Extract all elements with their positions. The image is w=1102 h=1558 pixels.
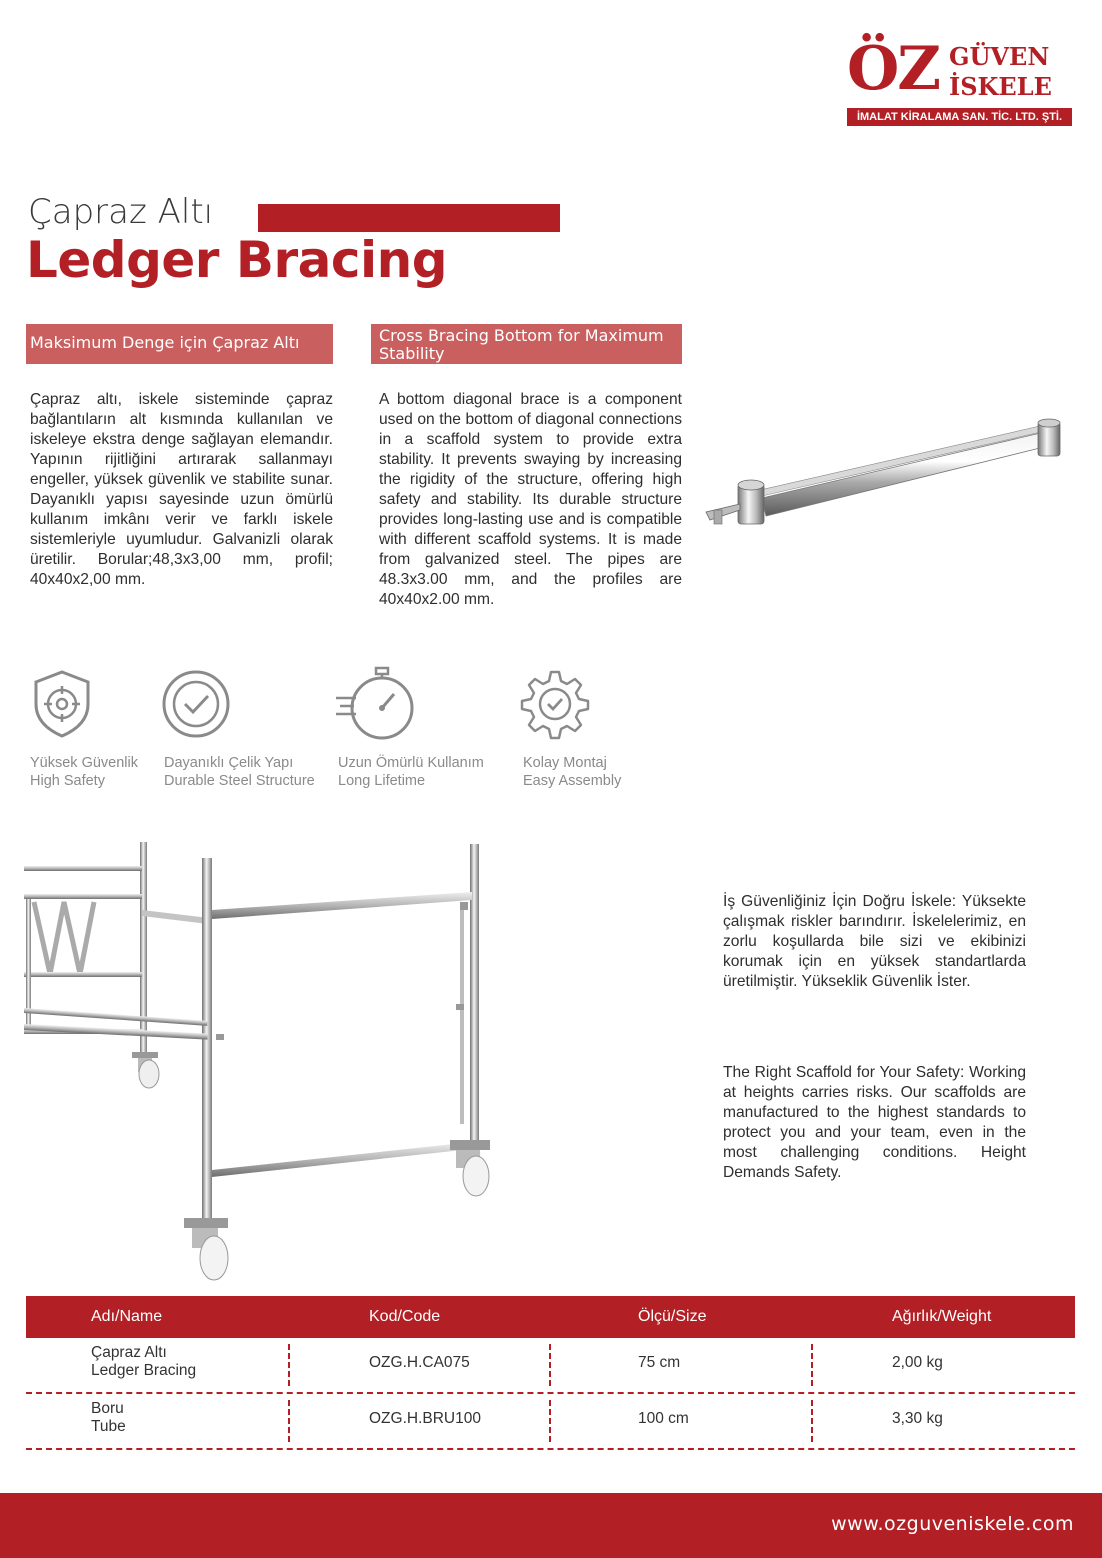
- row-name: [91, 1344, 196, 1380]
- gear-check-icon: [519, 668, 591, 740]
- feature-label-en: Durable Steel Structure: [164, 773, 315, 789]
- row-name-en: Tube: [91, 1418, 126, 1435]
- title-accent-bar: [258, 204, 560, 232]
- footer-bar: [0, 1493, 1102, 1558]
- table-header: [26, 1296, 1075, 1338]
- column-divider: [549, 1400, 551, 1442]
- logo-tagline: İMALAT KİRALAMA SAN. TİC. LTD. ŞTİ.: [847, 108, 1072, 126]
- feature-label-en: Long Lifetime: [338, 773, 426, 789]
- column-divider: [288, 1344, 290, 1386]
- feature-easy-assembly: [519, 668, 689, 789]
- row-code: OZG.H.CA075: [369, 1354, 470, 1371]
- feature-label-tr: Yüksek Güvenlik: [30, 755, 138, 771]
- feature-label-tr: Dayanıklı Çelik Yapı: [164, 755, 294, 771]
- website-link[interactable]: www.ozguveniskele.com: [831, 1513, 1074, 1535]
- table-row: [26, 1394, 1075, 1450]
- logo-oz: ÖZ: [847, 34, 940, 104]
- row-size: 75 cm: [638, 1354, 681, 1371]
- description-en: A bottom diagonal brace is a component used on the bottom of diagonal connections in a scaffold system to provide extra stability. It prevents swaying by increasing the rigidity of the structure, offering high safety and stability. Its durable structure provides long-lasting use and is compatible with different scaffold systems. It is made from galvanized steel. The pipes are 48.3x3.00 mm, and the profiles are 40x40x2.00 mm.: [379, 391, 682, 608]
- column-divider: [288, 1400, 290, 1442]
- row-name-en: Ledger Bracing: [91, 1362, 197, 1379]
- table-row: [26, 1338, 1075, 1394]
- feature-label-tr: Kolay Montaj: [523, 755, 607, 771]
- row-name: [91, 1400, 126, 1436]
- safety-text-tr: İş Güvenliğiniz İçin Doğru İskele: Yüksekte çalışmak riskler barındırır. İskelelerimiz, en zorlu koşullarda bile sizi ve ekibinizi korumak için en yüksek standartlarda üretilmiştir. Yükseklik Güvenlik İster.: [723, 893, 1026, 990]
- section-heading-tr: Maksimum Denge için Çapraz Altı: [26, 324, 333, 364]
- product-table: [26, 1296, 1075, 1450]
- brand-logo: [839, 34, 1074, 130]
- row-size: 100 cm: [638, 1410, 689, 1427]
- row-weight: 2,00 kg: [892, 1354, 943, 1371]
- feature-label-en: High Safety: [30, 773, 105, 789]
- logo-iskele: İSKELE: [949, 72, 1052, 101]
- logo-guven: GÜVEN: [949, 42, 1050, 71]
- table-header-name: Adı/Name: [91, 1308, 163, 1325]
- page-title-en: Ledger Bracing: [26, 231, 448, 289]
- check-circle-icon: [160, 668, 232, 740]
- feature-durable-steel: [160, 668, 330, 789]
- product-image: [700, 412, 1072, 552]
- feature-label-en: Easy Assembly: [523, 773, 622, 789]
- table-header-size: Ölçü/Size: [638, 1308, 707, 1325]
- column-divider: [811, 1344, 813, 1386]
- column-divider: [811, 1400, 813, 1442]
- page-title-tr: Çapraz Altı: [28, 192, 214, 232]
- row-name-tr: Çapraz Altı: [91, 1344, 167, 1361]
- table-header-weight: Ağırlık/Weight: [892, 1308, 992, 1325]
- column-divider: [549, 1344, 551, 1386]
- row-name-tr: Boru: [91, 1400, 124, 1417]
- feature-label-tr: Uzun Ömürlü Kullanım: [338, 755, 484, 771]
- scaffold-photo: [24, 824, 494, 1290]
- shield-icon: [26, 668, 98, 740]
- stopwatch-icon: [334, 666, 420, 742]
- table-header-code: Kod/Code: [369, 1308, 441, 1325]
- feature-long-lifetime: [334, 666, 504, 789]
- section-heading-en: Cross Bracing Bottom for Maximum Stability: [371, 324, 682, 364]
- description-tr: Çapraz altı, iskele sisteminde çapraz bağlantıların alt kısmında kullanılan ve iskeleye ekstra denge sağlayan elemandır. Yapının rijitliğini artırarak sallanmayı engeller, yüksek güvenlik ve stabilite sunar. Dayanıklı yapısı sayesinde uzun ömürlü kullanım imkânı verir ve farklı iskele sistemleriyle uyumludur. Galvanizli olarak üretilir. Borular;48,3x3,00 mm, profil; 40x40x2,00 mm.: [30, 391, 333, 588]
- safety-text-en: The Right Scaffold for Your Safety: Working at heights carries risks. Our scaffolds are manufactured to the highest standards to protect you and your team, even in the most challenging conditions. Height Demands Safety.: [723, 1064, 1026, 1181]
- row-code: OZG.H.BRU100: [369, 1410, 481, 1427]
- row-weight: 3,30 kg: [892, 1410, 943, 1427]
